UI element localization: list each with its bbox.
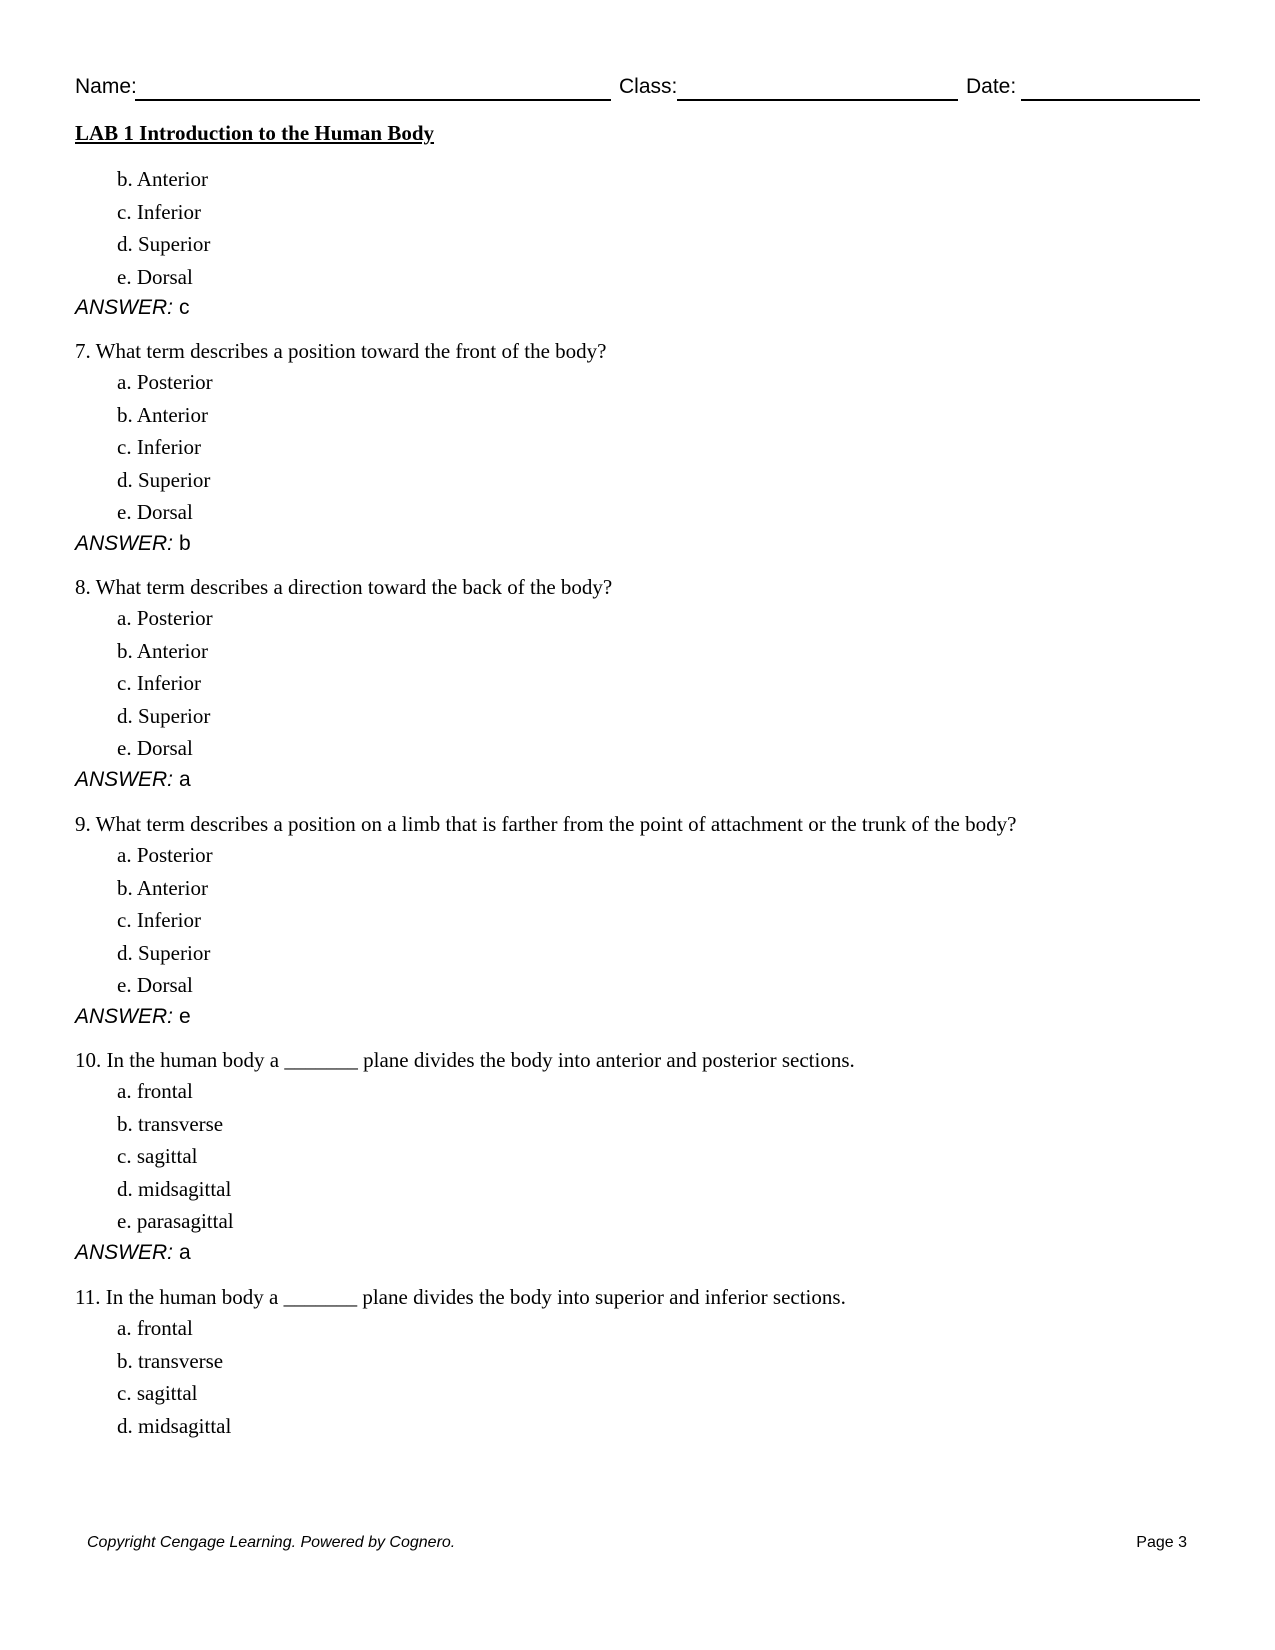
question-10 — [75, 1045, 855, 1268]
option: e. Dorsal — [117, 500, 193, 524]
option: e. parasagittal — [117, 1209, 234, 1233]
question-text: 7. What term describes a position toward the front of the body? — [75, 339, 607, 363]
answer-label: ANSWER: — [75, 531, 174, 555]
option: d. Superior — [117, 940, 211, 965]
option: e. Dorsal — [117, 264, 193, 289]
option: b. Anterior — [117, 402, 208, 427]
option: b. transverse — [117, 1348, 224, 1373]
answer-value: e — [179, 1004, 191, 1028]
answer-value: a — [179, 1240, 191, 1264]
answer-value: b — [179, 531, 191, 555]
answer-label: ANSWER: — [75, 1240, 174, 1264]
answer-line — [75, 765, 612, 795]
answer-line — [75, 1238, 855, 1268]
option: c. sagittal — [117, 1144, 198, 1168]
page-number: Page 3 — [1136, 1534, 1187, 1551]
question-7 — [75, 336, 606, 559]
copyright-text: Copyright Cengage Learning. Powered by Cognero. — [87, 1534, 456, 1551]
option: a. frontal — [117, 1316, 193, 1340]
date-field[interactable] — [966, 75, 1200, 101]
answer-line — [75, 529, 606, 559]
option: d. midsagittal — [117, 1176, 232, 1201]
page-footer — [87, 1534, 1187, 1556]
header-fields — [75, 75, 1200, 105]
date-label: Date: — [966, 75, 1017, 98]
question-11 — [75, 1282, 846, 1442]
answer-label: ANSWER: — [75, 1004, 174, 1028]
question-text: 9. What term describes a position on a limb that is farther from the point of attachment or the trunk of the body? — [75, 812, 1017, 836]
answer-line — [75, 1002, 1016, 1032]
answer-label: ANSWER: — [75, 767, 174, 791]
option: a. Posterior — [117, 370, 213, 394]
continued-question — [75, 163, 210, 323]
class-blank-line — [677, 99, 958, 101]
answer-label: ANSWER: — [75, 296, 174, 319]
question-9 — [75, 809, 1016, 1032]
option: d. Superior — [117, 467, 211, 492]
date-blank-line — [1021, 99, 1200, 101]
name-field[interactable] — [75, 75, 611, 101]
name-blank-line — [135, 99, 611, 101]
option: a. Posterior — [117, 606, 213, 630]
option: c. Inferior — [117, 671, 201, 695]
option: b. Anterior — [117, 875, 208, 900]
class-field[interactable] — [619, 75, 958, 101]
question-text: 11. In the human body a _______ plane divides the body into superior and inferior sections. — [75, 1285, 846, 1309]
option: a. frontal — [117, 1079, 193, 1103]
option: c. Inferior — [117, 908, 201, 932]
option: b. transverse — [117, 1111, 224, 1136]
option: e. Dorsal — [117, 973, 193, 997]
option: d. midsagittal — [117, 1413, 232, 1438]
option: b. Anterior — [117, 167, 208, 191]
option: d. Superior — [117, 703, 211, 728]
option: e. Dorsal — [117, 736, 193, 760]
option: b. Anterior — [117, 638, 208, 663]
option: a. Posterior — [117, 843, 213, 867]
question-text: 10. In the human body a _______ plane divides the body into anterior and posterior sections. — [75, 1048, 855, 1072]
option: d. Superior — [117, 232, 211, 256]
name-label: Name: — [75, 75, 137, 98]
option: c. sagittal — [117, 1381, 198, 1405]
option: c. Inferior — [117, 435, 201, 459]
question-text: 8. What term describes a direction toward the back of the body? — [75, 575, 613, 599]
option: c. Inferior — [117, 199, 201, 224]
lab-title: LAB 1 Introduction to the Human Body — [75, 121, 435, 145]
answer-value: c — [179, 296, 190, 319]
answer-value: a — [179, 767, 191, 791]
answer-line — [75, 293, 210, 323]
class-label: Class: — [619, 75, 678, 98]
question-8 — [75, 572, 612, 795]
